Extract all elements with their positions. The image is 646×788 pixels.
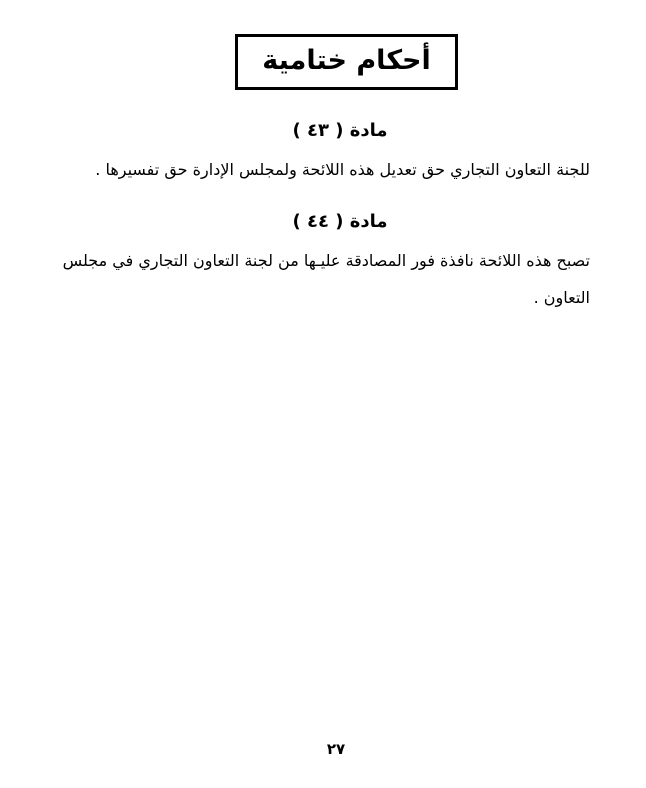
article-43-line-1: للجنة التعاون التجاري حق تعديل هذه اللائحة ولمجلس الإدارة حق تفسيرها . bbox=[95, 160, 590, 179]
article-44-line-2: التعاون . bbox=[533, 288, 590, 307]
article-43-body bbox=[60, 151, 590, 188]
article-44-body bbox=[40, 242, 590, 316]
article-44-heading: مادة ( ٤٤ ) bbox=[292, 211, 388, 232]
article-43-heading: مادة ( ٤٣ ) bbox=[292, 120, 388, 141]
article-44-line-1: تصبح هذه اللائحة نافذة فور المصادقة عليـها من لجنة التعاون التجاري في مجلس bbox=[62, 251, 590, 270]
chapter-title: أحكام ختامية bbox=[262, 44, 431, 76]
chapter-title-box bbox=[235, 34, 458, 90]
page-number: ٢٧ bbox=[326, 740, 346, 758]
